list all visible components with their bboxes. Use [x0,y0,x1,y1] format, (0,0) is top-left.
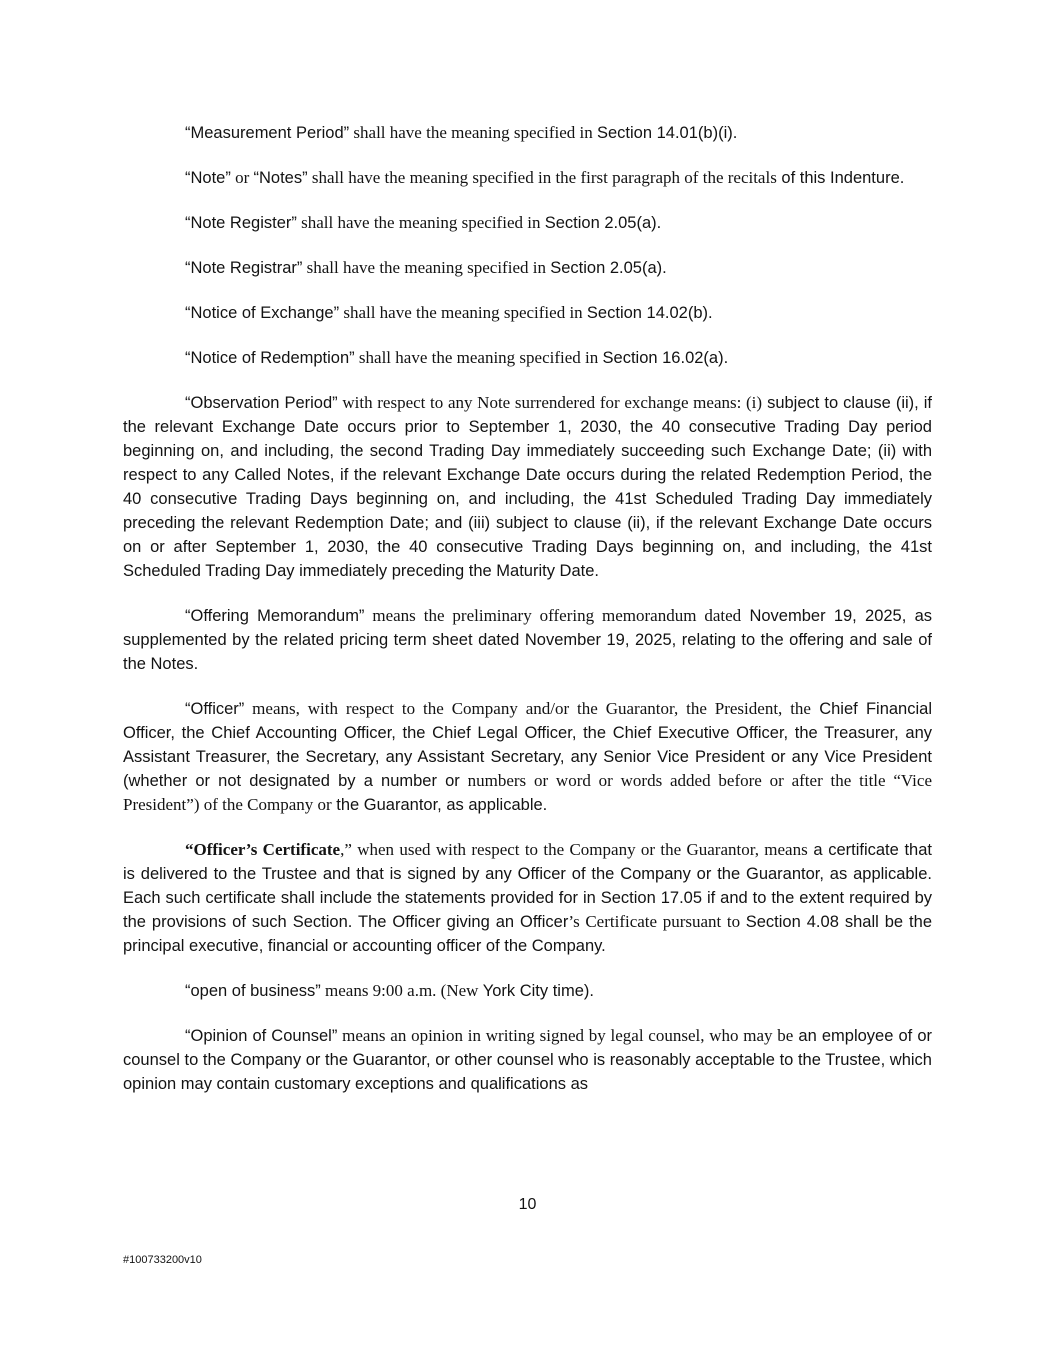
text-run: an employee of or counsel to the Company or the Guarantor, or other counsel who is reasonably acceptable to the Trustee, which opinion may contain customary exceptions and qualifications as [123,1027,933,1093]
text-run: the Guarantor, as applicable. [331,796,548,814]
text-run: ’s Certificate pursuant to [568,912,746,931]
text-run: Chief Financial Officer, the Chief Accounting Officer, the Chief Legal Officer, the Chief Executive Officer, the Treasurer, any Assistant Treasurer, the Secretary, any Assistant Secretary, any Senior Vice President or any Vice President (whether or not designated by a number or [123,700,932,790]
page-number: 10 [518,1196,537,1213]
paragraph [123,1024,932,1096]
text-run: “Note Register” [185,214,297,232]
paragraph [123,346,932,370]
text-run: shall have the meaning specified in [354,348,603,367]
text-run: with respect to any Note surrendered for exchange means: (i) [337,393,763,412]
paragraph [123,166,932,190]
text-run: “Note” [185,169,231,187]
text-run: “Officer’s Certificate [185,840,341,859]
text-run: “open of business” [185,982,321,1000]
text-run: of this Indenture. [776,169,905,187]
text-run: November 19, 2025, as supplemented by the related pricing term sheet dated November 19, 2025, relating to the offering and sale of the Notes. [123,607,932,673]
text-run: shall have the meaning specified in [302,258,551,277]
text-run: “Measurement Period” [185,124,350,142]
text-run: Section 16.02(a). [602,349,729,367]
text-run: shall have the meaning specified in [339,303,587,322]
paragraph [123,211,932,235]
text-run: Section 14.02(b). [586,304,713,322]
text-run: “Notice of Redemption” [185,349,355,367]
paragraph [123,391,932,583]
text-run: shall have the meaning specified in [349,123,597,142]
text-run: “Opinion of Counsel” [185,1027,338,1045]
text-run: means, with respect to the Company and/or the Guarantor, the President, the [244,699,811,718]
paragraph [123,838,932,958]
text-run: “Notes” [253,169,308,187]
paragraph [123,604,932,676]
text-run: “Observation Period” [185,394,338,412]
text-run: shall have the meaning specified in [296,213,545,232]
paragraph [123,256,932,280]
document-id-footer: #100733200v10 [123,1254,202,1266]
text-run: means an opinion in writing signed by legal counsel, who may be [337,1026,794,1045]
text-run: “Officer” [185,700,245,718]
text-run: Section 2.05(a). [550,259,667,277]
text-run: means the preliminary offering memorandum dated [364,606,742,625]
text-run: Section 4.08 shall be the principal executive, financial or accounting officer of the Company. [123,913,932,955]
text-run: means 9:00 a.m. (New [320,981,479,1000]
document-body [123,121,932,1117]
text-run: “Offering Memorandum” [185,607,365,625]
paragraph [123,121,932,145]
text-run: “Note Registrar” [185,259,303,277]
text-run: or [230,168,254,187]
text-run: numbers or word or words added before or after the title “Vice President”) of the Company or [123,771,932,814]
text-run: subject to clause (ii), if the relevant Exchange Date occurs prior to September 1, 2030, the 40 consecutive Trading Day period beginning on, and including, the second Trading Day immediately succeeding such Exchange Date; (ii) with respect to any Called Notes, if the relevant Exchange Date occurs during the related Redemption Period, the 40 consecutive Trading Days beginning on, and including, the 41st Scheduled Trading Day immediately preceding the relevant Redemption Date; and (iii) subject to clause (ii), if the relevant Exchange Date occurs on or after September 1, 2030, the 40 consecutive Trading Days beginning on, and including, the 41st Scheduled Trading Day immediately preceding the Maturity Date. [123,394,933,580]
text-run: shall have the meaning specified in the first paragraph of the recitals [307,168,777,187]
text-run: Section 2.05(a). [544,214,662,232]
paragraph [123,697,932,817]
text-run: ,” when used with respect to the Company or the Guarantor, means [340,840,808,859]
text-run: “Notice of Exchange” [185,304,340,322]
text-run: Section 14.01(b)(i). [597,124,738,142]
text-run: York City time). [478,982,594,1000]
text-run: a certificate that is delivered to the Trustee and that is signed by any Officer of the Company or the Guarantor, as applicable. Each such certificate shall include the statements provided for in Section 17.05 if and to the extent required by the provisions of such Section. The Officer giving an Officer [123,841,932,931]
paragraph [123,301,932,325]
paragraph [123,979,932,1003]
